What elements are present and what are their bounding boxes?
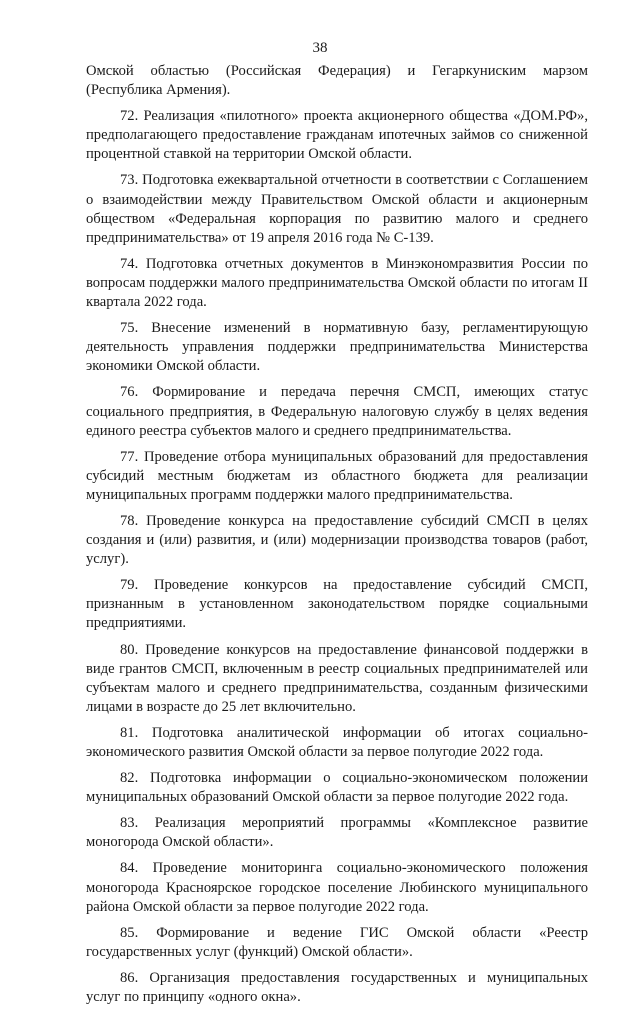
list-item-84: 84. Проведение мониторинга социально-экономического положения моногорода Красноярское городское поселение Любинского муниципального района Омской области за первое полугодие 2022 года. — [86, 860, 588, 915]
list-item-85: 85. Формирование и ведение ГИС Омской области «Реестр государственных услуг (функций) Омской области». — [86, 924, 588, 960]
list-item-82: 82. Подготовка информации о социально-экономическом положении муниципальных образований Омской области за первое полугодие 2022 года. — [86, 770, 588, 806]
list-item-86: 86. Организация предоставления государственных и муниципальных услуг по принципу «одного окна». — [86, 969, 588, 1006]
list-item-77: 77. Проведение отбора муниципальных образований для предоставления субсидий местным бюджетам из областного бюджета для реализации муниципальных программ поддержки малого предпринимательства. — [86, 448, 588, 503]
list-item-78: 78. Проведение конкурса на предоставление субсидий СМСП в целях создания и (или) развития, и (или) модернизации производства товаров (работ, услуг). — [86, 512, 588, 568]
continuation-paragraph: Омской областью (Российская Федерация) и Гегаркуниским марзом (Республика Армения). — [86, 63, 588, 99]
list-item-79: 79. Проведение конкурсов на предоставление субсидий СМСП, признанным в установленном законодательством порядке социальными предприятиями. — [86, 577, 588, 632]
page-content — [86, 62, 588, 1014]
page-number: 38 — [312, 40, 328, 56]
list-item-72: 72. Реализация «пилотного» проекта акционерного общества «ДОМ.РФ», предполагающего предоставление гражданам ипотечных займов со сниженной процентной ставкой на территории Омской области. — [86, 108, 588, 163]
list-item-80: 80. Проведение конкурсов на предоставление финансовой поддержки в виде грантов СМСП, включенным в реестр социальных предпринимателей или субъектам малого и среднего предпринимательства, созданным физическими лицами в возрасте до 25 лет включительно. — [86, 641, 588, 715]
list-item-75: 75. Внесение изменений в нормативную базу, регламентирующую деятельность управления поддержки предпринимательства Министерства экономики Омской области. — [86, 320, 588, 375]
list-item-74: 74. Подготовка отчетных документов в Минэкономразвития России по вопросам поддержки малого предпринимательства Омской области по итогам II квартала 2022 года. — [86, 255, 588, 311]
list-item-76: 76. Формирование и передача перечня СМСП, имеющих статус социального предприятия, в Федеральную налоговую службу в целях ведения единого реестра субъектов малого и среднего предпринимательства. — [86, 384, 588, 439]
list-item-73: 73. Подготовка ежеквартальной отчетности в соответствии с Соглашением о взаимодействии между Правительством Омской области и акционерным обществом «Федеральная корпорация по развитию малого и среднего предпринимательства» от 19 апреля 2016 года № С-139. — [86, 172, 588, 246]
list-item-81: 81. Подготовка аналитической информации об итогах социально-экономического развития Омской области за первое полугодие 2022 года. — [86, 724, 588, 760]
list-item-83: 83. Реализация мероприятий программы «Комплексное развитие моногорода Омской области». — [86, 815, 588, 851]
